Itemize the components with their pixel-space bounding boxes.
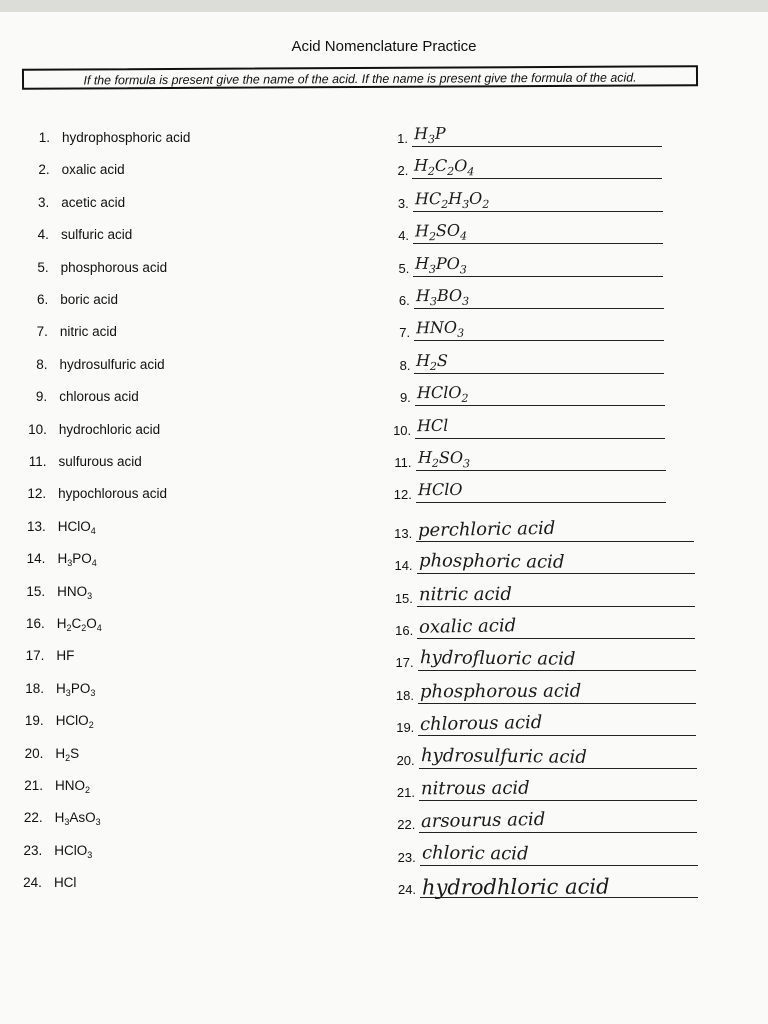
handwritten-answer-name: phosphoric acid bbox=[418, 550, 565, 573]
handwritten-answer-name: phosphorous acid bbox=[419, 680, 582, 703]
handwritten-answer-formula bbox=[416, 286, 469, 308]
question-number: 21. bbox=[24, 778, 43, 793]
answer-line bbox=[413, 243, 663, 244]
handwritten-answer-formula bbox=[414, 124, 446, 147]
handwritten-answer-formula bbox=[416, 351, 448, 373]
question-number: 6. bbox=[36, 292, 49, 307]
answer-number: 6. bbox=[398, 293, 410, 308]
formula-part: H bbox=[54, 810, 65, 826]
formula-part: H bbox=[416, 350, 431, 370]
formula-part: 2 bbox=[461, 392, 469, 406]
answer-number: 21. bbox=[396, 785, 415, 800]
formula-part: C bbox=[71, 616, 82, 631]
handwritten-answer-formula bbox=[417, 448, 469, 471]
handwritten-answer-name: chloric acid bbox=[421, 842, 529, 865]
question-number: 4. bbox=[37, 227, 49, 243]
formula-part: 3 bbox=[461, 197, 469, 211]
question-number: 10. bbox=[28, 421, 47, 437]
handwritten-answer-formula bbox=[417, 415, 449, 435]
question-acid-name: acetic acid bbox=[61, 194, 126, 210]
formula-part: HF bbox=[56, 648, 75, 664]
handwritten-answer-formula bbox=[415, 253, 467, 276]
formula-part: H bbox=[56, 680, 66, 696]
formula-part: 4 bbox=[96, 623, 102, 633]
question-number: 22. bbox=[23, 810, 43, 826]
answer-line bbox=[414, 308, 664, 309]
formula-part: 2 bbox=[66, 623, 72, 633]
question-acid-name: boric acid bbox=[60, 292, 119, 307]
formula-part: 3 bbox=[87, 590, 93, 601]
question-formula bbox=[56, 681, 95, 698]
question-acid-name: hydrochloric acid bbox=[58, 421, 161, 437]
answer-line bbox=[418, 703, 696, 704]
answer-number: 2. bbox=[397, 163, 409, 179]
question-formula bbox=[54, 843, 92, 860]
formula-part: O bbox=[454, 156, 468, 176]
answer-number: 1. bbox=[397, 131, 408, 146]
answer-line bbox=[418, 670, 696, 671]
formula-part: 2 bbox=[65, 752, 71, 763]
answer-number: 17. bbox=[395, 655, 414, 671]
formula-part: 3 bbox=[462, 457, 470, 471]
question-number: 18. bbox=[25, 680, 45, 696]
question-formula bbox=[56, 648, 74, 663]
formula-part: H bbox=[447, 188, 462, 208]
answer-number: 7. bbox=[399, 325, 411, 341]
formula-part: HClO bbox=[57, 518, 91, 534]
question-number: 23. bbox=[23, 842, 43, 858]
handwritten-answer-name: nitrous acid bbox=[420, 777, 530, 800]
handwritten-answer-name: hydrofluoric acid bbox=[419, 647, 576, 671]
formula-part: H bbox=[57, 551, 68, 567]
formula-part: 3 bbox=[429, 295, 437, 309]
formula-part: 3 bbox=[429, 262, 437, 276]
question-acid-name: hypochlorous acid bbox=[58, 486, 167, 502]
question-number: 11. bbox=[28, 454, 47, 469]
formula-part: 4 bbox=[467, 165, 475, 179]
formula-part: 4 bbox=[91, 558, 97, 569]
formula-part: 3 bbox=[460, 262, 468, 276]
answer-number: 13. bbox=[394, 525, 413, 541]
formula-part: S bbox=[70, 745, 80, 761]
answer-line bbox=[416, 470, 666, 471]
handwritten-answer-name: perchloric acid bbox=[418, 517, 556, 541]
formula-part: 2 bbox=[447, 165, 455, 179]
formula-part: HCl bbox=[53, 875, 77, 891]
formula-part: HCl bbox=[416, 415, 449, 435]
question-number: 7. bbox=[36, 324, 48, 340]
question-number: 2. bbox=[38, 162, 50, 178]
handwritten-answer-name: hydrodhloric acid bbox=[421, 874, 610, 900]
question-acid-name: oxalic acid bbox=[61, 162, 125, 178]
formula-part: PO bbox=[70, 680, 91, 696]
answer-number: 22. bbox=[397, 817, 416, 833]
formula-part: 4 bbox=[90, 525, 96, 536]
formula-part: H bbox=[414, 156, 429, 176]
handwritten-answer-name: nitric acid bbox=[418, 583, 512, 605]
question-number: 15. bbox=[26, 583, 46, 599]
formula-part: BO bbox=[436, 285, 462, 306]
answer-number: 20. bbox=[396, 752, 415, 768]
answer-number: 18. bbox=[395, 687, 414, 703]
formula-part: 2 bbox=[428, 230, 437, 244]
formula-part: SO bbox=[438, 447, 463, 468]
formula-part: 3 bbox=[87, 849, 93, 860]
formula-part: H bbox=[415, 286, 430, 306]
formula-part: PO bbox=[436, 253, 461, 273]
formula-part: 3 bbox=[67, 558, 73, 569]
formula-part: AsO bbox=[69, 810, 96, 826]
question-acid-name: sulfuric acid bbox=[60, 227, 133, 243]
formula-part: 3 bbox=[65, 687, 71, 698]
answer-line bbox=[416, 541, 694, 542]
question-number: 16. bbox=[25, 616, 45, 631]
handwritten-answer-formula bbox=[417, 383, 469, 405]
formula-part: 2 bbox=[440, 197, 448, 211]
handwritten-answer-name: oxalic acid bbox=[419, 615, 517, 638]
formula-part: HClO bbox=[417, 480, 463, 500]
formula-part: 2 bbox=[88, 720, 94, 731]
formula-part: H bbox=[56, 616, 67, 631]
question-formula bbox=[56, 713, 94, 730]
question-acid-name: phosphorous acid bbox=[60, 259, 168, 275]
formula-part: HC bbox=[414, 188, 441, 208]
formula-part: S bbox=[437, 350, 449, 370]
formula-part: H bbox=[55, 745, 66, 761]
question-acid-name: hydrosulfuric acid bbox=[59, 356, 165, 372]
handwritten-answer-name: hydrosulfuric acid bbox=[420, 744, 587, 768]
formula-part: P bbox=[434, 123, 446, 143]
formula-part: HNO bbox=[57, 583, 88, 599]
formula-part: H bbox=[413, 124, 429, 144]
instructions-box: If the formula is present give the name of the acid. If the name is present give the formula of the acid. bbox=[22, 65, 698, 90]
handwritten-answer-formula bbox=[416, 318, 464, 341]
answer-number: 4. bbox=[398, 228, 410, 244]
formula-part: 2 bbox=[430, 359, 438, 373]
answer-number: 24. bbox=[397, 882, 417, 898]
question-number: 17. bbox=[25, 648, 45, 664]
formula-part: HClO bbox=[416, 383, 462, 403]
handwritten-answer-formula bbox=[415, 221, 467, 244]
answer-number: 9. bbox=[399, 390, 411, 406]
answer-line bbox=[414, 373, 664, 374]
question-acid-name: sulfurous acid bbox=[58, 454, 142, 469]
formula-part: H bbox=[415, 253, 430, 273]
formula-part: H bbox=[417, 447, 432, 467]
answer-number: 19. bbox=[396, 720, 415, 736]
page-title: Acid Nomenclature Practice bbox=[291, 38, 477, 55]
formula-part: 3 bbox=[90, 687, 96, 698]
question-formula bbox=[57, 584, 92, 601]
answer-line bbox=[420, 865, 698, 866]
handwritten-answer-formula bbox=[415, 189, 489, 211]
question-number: 20. bbox=[24, 745, 44, 761]
question-formula bbox=[55, 778, 90, 795]
answer-line bbox=[416, 502, 666, 503]
answer-line bbox=[415, 438, 665, 439]
question-formula bbox=[54, 875, 77, 890]
question-acid-name: nitric acid bbox=[59, 324, 117, 340]
answer-line bbox=[412, 146, 662, 147]
answer-line bbox=[415, 405, 665, 406]
formula-part: 3 bbox=[64, 817, 70, 828]
question-number: 13. bbox=[27, 518, 46, 534]
formula-part: 3 bbox=[461, 294, 469, 308]
handwritten-answer-formula bbox=[414, 156, 475, 179]
formula-part: H bbox=[414, 221, 430, 241]
answer-number: 14. bbox=[394, 558, 413, 574]
formula-part: 3 bbox=[95, 817, 101, 828]
answer-number: 23. bbox=[397, 849, 416, 865]
answer-number: 10. bbox=[393, 422, 412, 438]
formula-part: SO bbox=[435, 220, 461, 241]
answer-line bbox=[419, 800, 697, 801]
answer-number: 8. bbox=[399, 357, 411, 373]
question-formula bbox=[55, 746, 79, 763]
answer-number: 16. bbox=[395, 623, 414, 638]
formula-part: C bbox=[435, 156, 448, 176]
question-formula bbox=[55, 810, 101, 827]
formula-part: 2 bbox=[81, 623, 87, 633]
answer-number: 11. bbox=[394, 455, 412, 470]
answer-line bbox=[414, 340, 664, 341]
question-number: 9. bbox=[35, 389, 48, 405]
formula-part: 2 bbox=[481, 197, 490, 211]
formula-part: HClO bbox=[54, 842, 88, 858]
answer-line bbox=[417, 606, 695, 607]
question-number: 24. bbox=[23, 875, 42, 891]
handwritten-answer-name: chlorous acid bbox=[420, 712, 543, 736]
question-number: 12. bbox=[27, 486, 47, 502]
question-number: 19. bbox=[24, 713, 44, 729]
question-acid-name: chlorous acid bbox=[59, 389, 139, 405]
worksheet-page bbox=[0, 12, 768, 1024]
answer-number: 15. bbox=[394, 590, 413, 606]
formula-part: 4 bbox=[460, 229, 468, 243]
question-acid-name: hydrophosphoric acid bbox=[62, 130, 191, 145]
question-number: 1. bbox=[38, 130, 50, 145]
answer-line bbox=[418, 735, 696, 736]
question-formula bbox=[57, 616, 102, 633]
question-number: 3. bbox=[38, 194, 50, 210]
handwritten-answer-name: arsourus acid bbox=[421, 809, 546, 833]
answer-line bbox=[417, 638, 695, 639]
answer-number: 12. bbox=[393, 487, 412, 503]
question-number: 5. bbox=[37, 259, 49, 275]
answer-line bbox=[412, 178, 662, 179]
question-number: 14. bbox=[26, 551, 46, 567]
question-number: 8. bbox=[36, 356, 48, 372]
formula-part: O bbox=[468, 188, 483, 208]
answer-line bbox=[417, 573, 695, 574]
formula-part: HNO bbox=[415, 318, 458, 338]
answer-line bbox=[419, 832, 697, 833]
formula-part: 3 bbox=[427, 132, 436, 147]
formula-part: 2 bbox=[428, 165, 436, 179]
formula-part: 2 bbox=[85, 785, 91, 795]
formula-part: HNO bbox=[55, 778, 85, 793]
formula-part: 3 bbox=[457, 326, 465, 341]
answer-number: 3. bbox=[397, 195, 409, 211]
formula-part: PO bbox=[72, 551, 92, 567]
question-formula bbox=[57, 551, 96, 568]
question-formula bbox=[58, 519, 96, 536]
formula-part: O bbox=[86, 616, 97, 631]
handwritten-answer-formula bbox=[418, 480, 463, 499]
formula-part: 2 bbox=[431, 456, 439, 470]
answer-number: 5. bbox=[398, 260, 410, 276]
answer-line bbox=[419, 768, 697, 769]
formula-part: HClO bbox=[55, 713, 89, 729]
